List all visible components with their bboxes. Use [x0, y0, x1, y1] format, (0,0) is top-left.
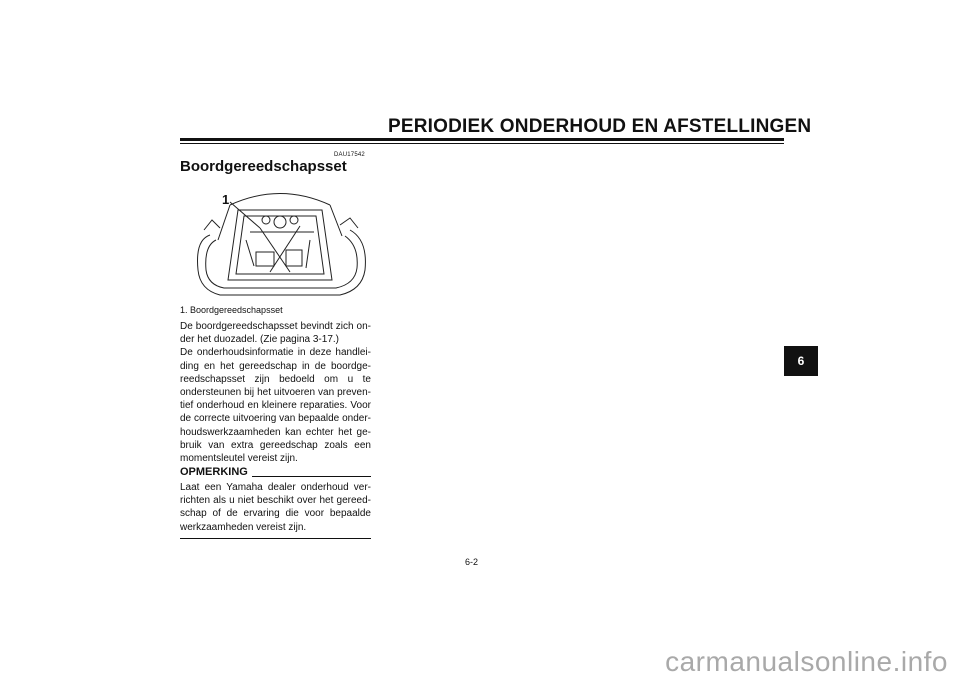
figure-caption: 1. Boordgereedschapsset — [180, 305, 283, 315]
note-bottom-rule — [180, 538, 371, 539]
watermark: carmanualsonline.info — [665, 646, 948, 677]
document-code: DAU17542 — [334, 152, 365, 158]
page-header-title: PERIODIEK ONDERHOUD EN AFSTELLINGEN — [388, 116, 812, 137]
body-paragraph-2: De onderhoudsinformatie in deze handlei-ding en het gereedschap in de boordge-reedschapsset zijn bedoeld om u te ondersteunen bij het uitvoeren van preven-tief onderhoud en kleinere reparaties. Voor de correcte uitvoering van bepaalde onder-houdswerkzaamheden kan echter het ge-bruik van extra gereedschap zoals een momentsleutel vereist zijn. — [180, 347, 371, 465]
body-paragraph-1: De boordgereedschapsset bevindt zich on-der het duozadel. (Zie pagina 3-17.) — [180, 321, 371, 346]
note-heading-row — [180, 466, 371, 480]
note-text: Laat een Yamaha dealer onderhoud ver-richten als u niet beschikt over het gereed-schap of de ervaring die voor bepaalde werkzaamheden vereist zijn. — [180, 482, 371, 533]
figure-callout-number: 1 — [222, 192, 230, 207]
header-rule — [180, 138, 784, 141]
note-heading: OPMERKING — [180, 466, 252, 478]
chapter-tab — [784, 346, 818, 376]
tool-kit-illustration — [190, 180, 370, 300]
chapter-tab-label: 6 — [797, 354, 805, 368]
section-heading: Boordgereedschapsset — [180, 158, 347, 175]
header-rule-thin — [180, 143, 784, 144]
body-text — [180, 320, 371, 465]
note-heading-rule — [252, 476, 371, 477]
page-number: 6-2 — [465, 557, 479, 567]
